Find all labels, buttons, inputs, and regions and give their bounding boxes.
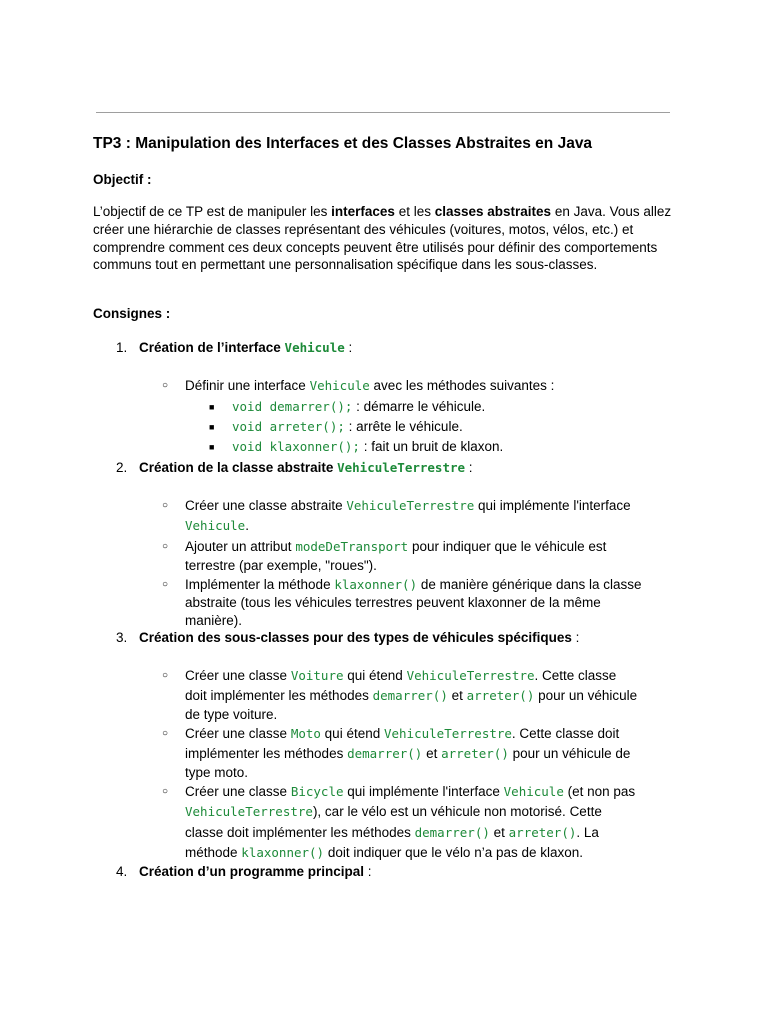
section-4-title: Création d’un programme principal : [139,864,372,879]
circle-bullet-icon: ○ [162,786,169,797]
list-item: Ajouter un attribut modeDeTransport pour indiquer que le véhicule est [185,539,607,554]
section-2-title: Création de la classe abstraite VehiculeTerrestre : [139,460,473,475]
objectif-paragraph: L’objectif de ce TP est de manipuler les interfaces et les classes abstraites en Java. Vous allez créer une hiérarchie de classes représentant des véhicules (voitures, motos, vélos, etc.) et comprendre comment ces deux concepts peuvent être utilisés pour définir des comportements communs tout en permettant une personnalisation spécifique dans les sous-classes. [93,204,672,273]
list-number: 3. [116,630,128,645]
circle-bullet-icon: ○ [162,728,169,739]
circle-bullet-icon: ○ [162,380,169,391]
circle-bullet-icon: ○ [162,670,169,681]
section-1-title: Création de l’interface Vehicule : [139,340,353,355]
circle-bullet-icon: ○ [162,541,169,552]
square-bullet-icon: ■ [209,442,215,452]
square-bullet-icon: ■ [209,422,215,432]
page-title: TP3 : Manipulation des Interfaces et des Classes Abstraites en Java [93,135,593,152]
objectif-heading: Objectif : [93,172,152,187]
list-item-continuation: VehiculeTerrestre), car le vélo est un véhicule non motorisé. Cette [185,804,602,819]
list-number: 1. [116,340,128,355]
list-item: Créer une classe Bicycle qui implémente l'interface Vehicule (et non pas [185,784,636,799]
list-number: 2. [116,460,128,475]
list-item-continuation: terrestre (par exemple, "roues"). [185,558,377,573]
circle-bullet-icon: ○ [162,579,169,590]
list-item: Créer une classe Voiture qui étend VehiculeTerrestre. Cette classe [185,668,617,683]
list-item-continuation: classe doit implémenter les méthodes demarrer() et arreter(). La [185,825,599,840]
list-item: Définir une interface Vehicule avec les méthodes suivantes : [185,378,555,393]
list-item: Implémenter la méthode klaxonner() de manière générique dans la classe [185,577,642,592]
list-item: Créer une classe Moto qui étend VehiculeTerrestre. Cette classe doit [185,726,620,741]
method-item: void demarrer(); : démarre le véhicule. [232,399,486,414]
list-item-continuation: type moto. [185,765,249,780]
method-item: void arreter(); : arrête le véhicule. [232,419,463,434]
list-item-continuation: méthode klaxonner() doit indiquer que le vélo n’a pas de klaxon. [185,845,584,860]
list-item-continuation: de type voiture. [185,707,278,722]
list-item-continuation: implémenter les méthodes demarrer() et arreter() pour un véhicule de [185,746,631,761]
method-item: void klaxonner(); : fait un bruit de klaxon. [232,439,504,454]
circle-bullet-icon: ○ [162,500,169,511]
horizontal-rule [96,112,670,113]
list-item: Créer une classe abstraite VehiculeTerrestre qui implémente l'interface [185,498,631,513]
section-3-title: Création des sous-classes pour des types de véhicules spécifiques : [139,630,580,645]
list-item-continuation: doit implémenter les méthodes demarrer() et arreter() pour un véhicule [185,688,638,703]
square-bullet-icon: ■ [209,402,215,412]
list-number: 4. [116,864,128,879]
list-item-continuation: Vehicule. [185,518,249,533]
consignes-heading: Consignes : [93,306,171,321]
list-item-continuation: manière). [185,613,243,628]
list-item-continuation: abstraite (tous les véhicules terrestres peuvent klaxonner de la même [185,595,601,610]
